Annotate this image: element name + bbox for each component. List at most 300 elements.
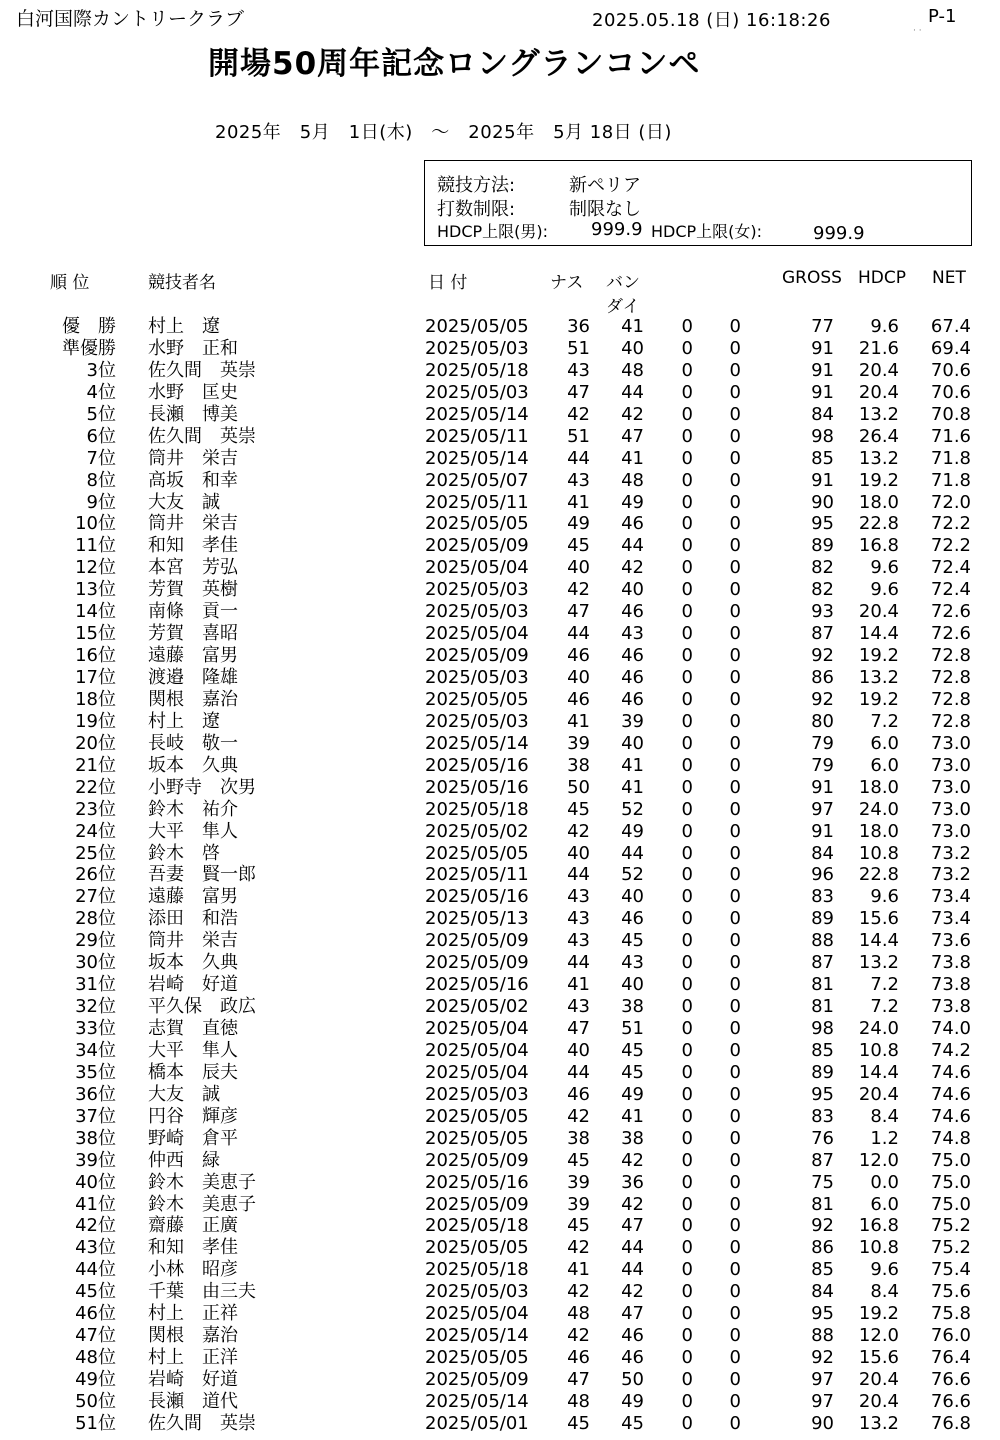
table-row xyxy=(0,382,1000,404)
name-cell: 関根 嘉治 xyxy=(148,1325,238,1347)
extra1-cell: 0 xyxy=(681,996,693,1018)
out-score-cell: 42 xyxy=(567,820,590,842)
table-row xyxy=(0,448,1000,470)
name-cell: 橋本 辰夫 xyxy=(148,1061,238,1083)
net-cell: 75.0 xyxy=(930,1149,971,1171)
extra2-cell: 0 xyxy=(729,908,741,930)
extra1-cell: 0 xyxy=(681,688,693,710)
gross-cell: 87 xyxy=(811,1149,834,1171)
in-score-cell: 39 xyxy=(621,710,644,732)
hdcp-cell: 9.6 xyxy=(870,1259,899,1281)
net-cell: 73.0 xyxy=(930,798,971,820)
name-cell: 坂本 久典 xyxy=(148,952,238,974)
rank-cell: 7位 xyxy=(86,447,116,469)
hdcp-cell: 7.2 xyxy=(870,974,899,996)
name-cell: 鈴木 祐介 xyxy=(148,798,238,820)
table-row xyxy=(0,952,1000,974)
gross-cell: 92 xyxy=(811,1347,834,1369)
hdcp-cell: 10.8 xyxy=(858,1237,899,1259)
name-cell: 水野 正和 xyxy=(148,337,238,359)
in-score-cell: 45 xyxy=(621,1061,644,1083)
extra2-cell: 0 xyxy=(729,557,741,579)
in-score-cell: 47 xyxy=(621,1215,644,1237)
net-cell: 72.8 xyxy=(930,667,971,688)
in-score-cell: 41 xyxy=(621,1105,644,1127)
out-score-cell: 48 xyxy=(567,1303,590,1325)
table-row xyxy=(0,1150,1000,1172)
date-cell: 2025/05/16 xyxy=(425,776,529,798)
out-score-cell: 39 xyxy=(567,1171,590,1193)
in-score-cell: 50 xyxy=(621,1369,644,1390)
gross-cell: 98 xyxy=(811,425,834,447)
extra2-cell: 0 xyxy=(729,1325,741,1347)
date-cell: 2025/05/03 xyxy=(425,601,529,623)
out-score-cell: 41 xyxy=(567,974,590,996)
in-score-cell: 46 xyxy=(621,1325,644,1347)
date-cell: 2025/05/03 xyxy=(425,579,529,601)
extra2-cell: 0 xyxy=(729,776,741,798)
out-score-cell: 47 xyxy=(567,601,590,623)
extra2-cell: 0 xyxy=(729,798,741,820)
date-cell: 2025/05/04 xyxy=(425,1061,529,1083)
in-score-cell: 40 xyxy=(621,579,644,601)
net-cell: 74.2 xyxy=(930,1039,971,1061)
date-cell: 2025/05/18 xyxy=(425,798,529,820)
net-cell: 72.8 xyxy=(930,710,971,732)
hdcp-cell: 7.2 xyxy=(870,710,899,732)
gross-cell: 88 xyxy=(811,1325,834,1347)
rank-cell: 41位 xyxy=(75,1193,116,1215)
rank-cell: 23位 xyxy=(75,798,116,820)
gross-cell: 85 xyxy=(811,447,834,469)
rank-cell: 13位 xyxy=(75,579,116,601)
gross-cell: 92 xyxy=(811,645,834,667)
in-score-cell: 51 xyxy=(621,1018,644,1039)
date-cell: 2025/05/05 xyxy=(425,1237,529,1259)
extra2-cell: 0 xyxy=(729,688,741,710)
table-row xyxy=(0,1062,1000,1084)
hdcp-cell: 10.8 xyxy=(858,842,899,864)
net-cell: 72.4 xyxy=(930,557,971,579)
in-score-cell: 40 xyxy=(621,732,644,754)
rank-cell: 30位 xyxy=(75,952,116,974)
table-row xyxy=(0,1391,1000,1413)
date-cell: 2025/05/05 xyxy=(425,1105,529,1127)
rank-cell: 18位 xyxy=(75,688,116,710)
out-score-cell: 46 xyxy=(567,688,590,710)
net-cell: 72.8 xyxy=(930,645,971,667)
col-gross-header: GROSS xyxy=(782,268,842,288)
hdcp-cell: 9.6 xyxy=(870,557,899,579)
name-cell: 長瀬 道代 xyxy=(148,1390,238,1412)
net-cell: 72.8 xyxy=(930,688,971,710)
extra1-cell: 0 xyxy=(681,754,693,776)
gross-cell: 95 xyxy=(811,1303,834,1325)
gross-cell: 82 xyxy=(811,557,834,579)
extra1-cell: 0 xyxy=(681,776,693,798)
extra1-cell: 0 xyxy=(681,381,693,403)
out-score-cell: 39 xyxy=(567,732,590,754)
name-cell: 千葉 由三夫 xyxy=(148,1281,256,1303)
gross-cell: 91 xyxy=(811,469,834,491)
in-score-cell: 43 xyxy=(621,952,644,974)
gross-cell: 87 xyxy=(811,952,834,974)
name-cell: 吾妻 賢一郎 xyxy=(148,864,256,886)
hdcp-cell: 24.0 xyxy=(858,798,899,820)
name-cell: 岩崎 好道 xyxy=(148,974,238,996)
extra2-cell: 0 xyxy=(729,754,741,776)
rank-cell: 40位 xyxy=(75,1171,116,1193)
out-score-cell: 46 xyxy=(567,1347,590,1369)
name-cell: 長岐 敬一 xyxy=(148,732,238,754)
date-cell: 2025/05/09 xyxy=(425,952,529,974)
date-cell: 2025/05/09 xyxy=(425,930,529,952)
out-score-cell: 47 xyxy=(567,381,590,403)
name-cell: 筒井 栄吉 xyxy=(148,447,238,469)
competition-title: 開場50周年記念ロングランコンペ xyxy=(208,46,701,82)
net-cell: 71.6 xyxy=(930,425,971,447)
hdcp-cell: 0.0 xyxy=(870,1171,899,1193)
rank-cell: 5位 xyxy=(86,403,116,425)
out-score-cell: 42 xyxy=(567,1281,590,1303)
out-score-cell: 43 xyxy=(567,930,590,952)
rank-cell: 4位 xyxy=(86,381,116,403)
hdcp-cell: 20.4 xyxy=(858,359,899,381)
extra2-cell: 0 xyxy=(729,337,741,359)
table-row xyxy=(0,426,1000,448)
hdcp-cell: 21.6 xyxy=(858,337,899,359)
rank-cell: 48位 xyxy=(75,1347,116,1369)
gross-cell: 83 xyxy=(811,1105,834,1127)
out-score-cell: 42 xyxy=(567,1237,590,1259)
table-row xyxy=(0,1347,1000,1369)
net-cell: 73.4 xyxy=(930,886,971,908)
extra2-cell: 0 xyxy=(729,1149,741,1171)
hdcp-male-value: 999.9 xyxy=(591,219,643,240)
table-row xyxy=(0,513,1000,535)
in-score-cell: 38 xyxy=(621,996,644,1018)
gross-cell: 85 xyxy=(811,1039,834,1061)
extra1-cell: 0 xyxy=(681,579,693,601)
extra2-cell: 0 xyxy=(729,974,741,996)
gross-cell: 95 xyxy=(811,1083,834,1105)
hdcp-cell: 16.8 xyxy=(858,1215,899,1237)
out-score-cell: 44 xyxy=(567,447,590,469)
name-cell: 関根 嘉治 xyxy=(148,688,238,710)
col-hdcp-header: HDCP xyxy=(858,268,906,288)
table-row xyxy=(0,799,1000,821)
gross-cell: 97 xyxy=(811,1369,834,1390)
rank-cell: 21位 xyxy=(75,754,116,776)
gross-cell: 77 xyxy=(811,316,834,337)
net-cell: 73.8 xyxy=(930,952,971,974)
table-row xyxy=(0,535,1000,557)
out-score-cell: 46 xyxy=(567,645,590,667)
rank-cell: 20位 xyxy=(75,732,116,754)
extra1-cell: 0 xyxy=(681,710,693,732)
col-out-header: ナス xyxy=(550,273,584,293)
net-cell: 70.8 xyxy=(930,403,971,425)
net-cell: 72.2 xyxy=(930,535,971,557)
date-cell: 2025/05/14 xyxy=(425,1325,529,1347)
rank-cell: 38位 xyxy=(75,1127,116,1149)
out-score-cell: 43 xyxy=(567,359,590,381)
out-score-cell: 39 xyxy=(567,1193,590,1215)
name-cell: 大友 誠 xyxy=(148,491,220,513)
extra2-cell: 0 xyxy=(729,1215,741,1237)
gross-cell: 81 xyxy=(811,1193,834,1215)
extra2-cell: 0 xyxy=(729,1083,741,1105)
table-row xyxy=(0,821,1000,843)
hdcp-cell: 19.2 xyxy=(858,469,899,491)
extra1-cell: 0 xyxy=(681,513,693,535)
rank-cell: 15位 xyxy=(75,623,116,645)
extra1-cell: 0 xyxy=(681,864,693,886)
extra2-cell: 0 xyxy=(729,1039,741,1061)
col-rank-header: 順 位 xyxy=(50,273,90,293)
extra1-cell: 0 xyxy=(681,1303,693,1325)
net-cell: 73.8 xyxy=(930,974,971,996)
net-cell: 75.6 xyxy=(930,1281,971,1303)
name-cell: 大平 隼人 xyxy=(148,1039,238,1061)
limit-label: 打数制限: xyxy=(437,199,516,220)
extra1-cell: 0 xyxy=(681,1018,693,1039)
gross-cell: 91 xyxy=(811,359,834,381)
hdcp-cell: 9.6 xyxy=(870,316,899,337)
name-cell: 野崎 倉平 xyxy=(148,1127,238,1149)
hdcp-cell: 22.8 xyxy=(858,864,899,886)
date-cell: 2025/05/05 xyxy=(425,316,529,337)
hdcp-cell: 22.8 xyxy=(858,513,899,535)
hdcp-cell: 6.0 xyxy=(870,1193,899,1215)
in-score-cell: 44 xyxy=(621,535,644,557)
net-cell: 73.0 xyxy=(930,776,971,798)
name-cell: 長瀬 博美 xyxy=(148,403,238,425)
gross-cell: 97 xyxy=(811,1390,834,1412)
table-row xyxy=(0,1259,1000,1281)
out-score-cell: 45 xyxy=(567,1412,590,1434)
table-row xyxy=(0,843,1000,865)
net-cell: 72.2 xyxy=(930,513,971,535)
date-cell: 2025/05/03 xyxy=(425,667,529,688)
net-cell: 76.8 xyxy=(930,1412,971,1434)
rank-cell: 19位 xyxy=(75,710,116,732)
name-cell: 小林 昭彦 xyxy=(148,1259,238,1281)
hdcp-cell: 19.2 xyxy=(858,645,899,667)
extra1-cell: 0 xyxy=(681,403,693,425)
rank-cell: 28位 xyxy=(75,908,116,930)
date-cell: 2025/05/01 xyxy=(425,1412,529,1434)
extra1-cell: 0 xyxy=(681,535,693,557)
date-cell: 2025/05/05 xyxy=(425,688,529,710)
date-cell: 2025/05/11 xyxy=(425,425,529,447)
extra1-cell: 0 xyxy=(681,908,693,930)
name-cell: 鈴木 美恵子 xyxy=(148,1193,256,1215)
extra2-cell: 0 xyxy=(729,623,741,645)
rank-cell: 22位 xyxy=(75,776,116,798)
extra1-cell: 0 xyxy=(681,842,693,864)
out-score-cell: 51 xyxy=(567,337,590,359)
hdcp-cell: 20.4 xyxy=(858,1083,899,1105)
col-date-header: 日 付 xyxy=(428,273,468,293)
table-row xyxy=(0,470,1000,492)
in-score-cell: 42 xyxy=(621,1149,644,1171)
in-score-cell: 46 xyxy=(621,645,644,667)
gross-cell: 98 xyxy=(811,1018,834,1039)
rank-cell: 51位 xyxy=(75,1412,116,1434)
rank-cell: 24位 xyxy=(75,820,116,842)
gross-cell: 93 xyxy=(811,601,834,623)
table-row xyxy=(0,908,1000,930)
in-score-cell: 46 xyxy=(621,667,644,688)
extra2-cell: 0 xyxy=(729,1061,741,1083)
rank-cell: 27位 xyxy=(75,886,116,908)
date-cell: 2025/05/03 xyxy=(425,1281,529,1303)
date-cell: 2025/05/05 xyxy=(425,513,529,535)
extra1-cell: 0 xyxy=(681,447,693,469)
table-row xyxy=(0,974,1000,996)
gross-cell: 89 xyxy=(811,535,834,557)
extra2-cell: 0 xyxy=(729,1171,741,1193)
hdcp-cell: 18.0 xyxy=(858,491,899,513)
in-score-cell: 46 xyxy=(621,513,644,535)
net-cell: 76.4 xyxy=(930,1347,971,1369)
table-row xyxy=(0,1215,1000,1237)
in-score-cell: 48 xyxy=(621,469,644,491)
in-score-cell: 42 xyxy=(621,1281,644,1303)
net-cell: 74.6 xyxy=(930,1061,971,1083)
in-score-cell: 43 xyxy=(621,623,644,645)
net-cell: 70.6 xyxy=(930,381,971,403)
name-cell: 仲西 緑 xyxy=(148,1149,220,1171)
out-score-cell: 41 xyxy=(567,710,590,732)
out-score-cell: 51 xyxy=(567,425,590,447)
date-cell: 2025/05/09 xyxy=(425,1369,529,1390)
name-cell: 筒井 栄吉 xyxy=(148,513,238,535)
net-cell: 72.6 xyxy=(930,601,971,623)
gross-cell: 92 xyxy=(811,1215,834,1237)
gross-cell: 80 xyxy=(811,710,834,732)
out-score-cell: 43 xyxy=(567,996,590,1018)
table-row xyxy=(0,1303,1000,1325)
extra2-cell: 0 xyxy=(729,447,741,469)
out-score-cell: 43 xyxy=(567,886,590,908)
method-value: 新ペリア xyxy=(569,175,641,196)
table-row xyxy=(0,1237,1000,1259)
net-cell: 75.8 xyxy=(930,1303,971,1325)
hdcp-cell: 8.4 xyxy=(870,1105,899,1127)
hdcp-female-value: 999.9 xyxy=(813,223,865,244)
extra2-cell: 0 xyxy=(729,1369,741,1390)
net-cell: 71.8 xyxy=(930,469,971,491)
rank-cell: 43位 xyxy=(75,1237,116,1259)
gross-cell: 87 xyxy=(811,623,834,645)
net-cell: 72.6 xyxy=(930,623,971,645)
table-row xyxy=(0,1413,1000,1435)
rank-cell: 49位 xyxy=(75,1369,116,1390)
rank-cell: 36位 xyxy=(75,1083,116,1105)
hdcp-cell: 13.2 xyxy=(858,952,899,974)
in-score-cell: 46 xyxy=(621,688,644,710)
in-score-cell: 52 xyxy=(621,864,644,886)
extra1-cell: 0 xyxy=(681,1061,693,1083)
name-cell: 本宮 芳弘 xyxy=(148,557,238,579)
date-cell: 2025/05/07 xyxy=(425,469,529,491)
table-row xyxy=(0,1018,1000,1040)
method-label: 競技方法: xyxy=(437,175,516,196)
extra2-cell: 0 xyxy=(729,820,741,842)
extra2-cell: 0 xyxy=(729,864,741,886)
extra1-cell: 0 xyxy=(681,1412,693,1434)
name-cell: 村上 正洋 xyxy=(148,1347,238,1369)
extra2-cell: 0 xyxy=(729,1105,741,1127)
rank-cell: 50位 xyxy=(75,1390,116,1412)
extra1-cell: 0 xyxy=(681,1369,693,1390)
extra1-cell: 0 xyxy=(681,667,693,688)
date-cell: 2025/05/11 xyxy=(425,491,529,513)
table-row xyxy=(0,1281,1000,1303)
extra1-cell: 0 xyxy=(681,930,693,952)
extra2-cell: 0 xyxy=(729,1347,741,1369)
gross-cell: 88 xyxy=(811,930,834,952)
net-cell: 73.8 xyxy=(930,996,971,1018)
hdcp-cell: 19.2 xyxy=(858,688,899,710)
hdcp-cell: 12.0 xyxy=(858,1325,899,1347)
gross-cell: 84 xyxy=(811,842,834,864)
out-score-cell: 48 xyxy=(567,1390,590,1412)
gross-cell: 86 xyxy=(811,667,834,688)
name-cell: 大平 隼人 xyxy=(148,820,238,842)
table-row xyxy=(0,601,1000,623)
name-cell: 村上 遼 xyxy=(148,710,220,732)
gross-cell: 89 xyxy=(811,1061,834,1083)
rank-cell: 8位 xyxy=(86,469,116,491)
extra2-cell: 0 xyxy=(729,842,741,864)
table-row xyxy=(0,1194,1000,1216)
out-score-cell: 49 xyxy=(567,513,590,535)
extra1-cell: 0 xyxy=(681,1215,693,1237)
in-score-cell: 41 xyxy=(621,754,644,776)
date-cell: 2025/05/05 xyxy=(425,842,529,864)
extra2-cell: 0 xyxy=(729,645,741,667)
net-cell: 71.8 xyxy=(930,447,971,469)
table-row xyxy=(0,1172,1000,1194)
name-cell: 南條 貢一 xyxy=(148,601,238,623)
in-score-cell: 49 xyxy=(621,820,644,842)
date-cell: 2025/05/03 xyxy=(425,710,529,732)
extra2-cell: 0 xyxy=(729,403,741,425)
net-cell: 73.2 xyxy=(930,842,971,864)
extra2-cell: 0 xyxy=(729,1259,741,1281)
table-row xyxy=(0,1106,1000,1128)
name-cell: 村上 正祥 xyxy=(148,1303,238,1325)
out-score-cell: 45 xyxy=(567,1149,590,1171)
rank-cell: 11位 xyxy=(75,535,116,557)
out-score-cell: 38 xyxy=(567,754,590,776)
name-cell: 鈴木 美恵子 xyxy=(148,1171,256,1193)
gross-cell: 84 xyxy=(811,1281,834,1303)
extra1-cell: 0 xyxy=(681,1105,693,1127)
extra1-cell: 0 xyxy=(681,1281,693,1303)
date-cell: 2025/05/16 xyxy=(425,974,529,996)
rules-box xyxy=(424,160,972,246)
in-score-cell: 46 xyxy=(621,1347,644,1369)
extra2-cell: 0 xyxy=(729,710,741,732)
table-row xyxy=(0,930,1000,952)
limit-value: 制限なし xyxy=(569,199,641,220)
extra1-cell: 0 xyxy=(681,732,693,754)
name-cell: 筒井 栄吉 xyxy=(148,930,238,952)
